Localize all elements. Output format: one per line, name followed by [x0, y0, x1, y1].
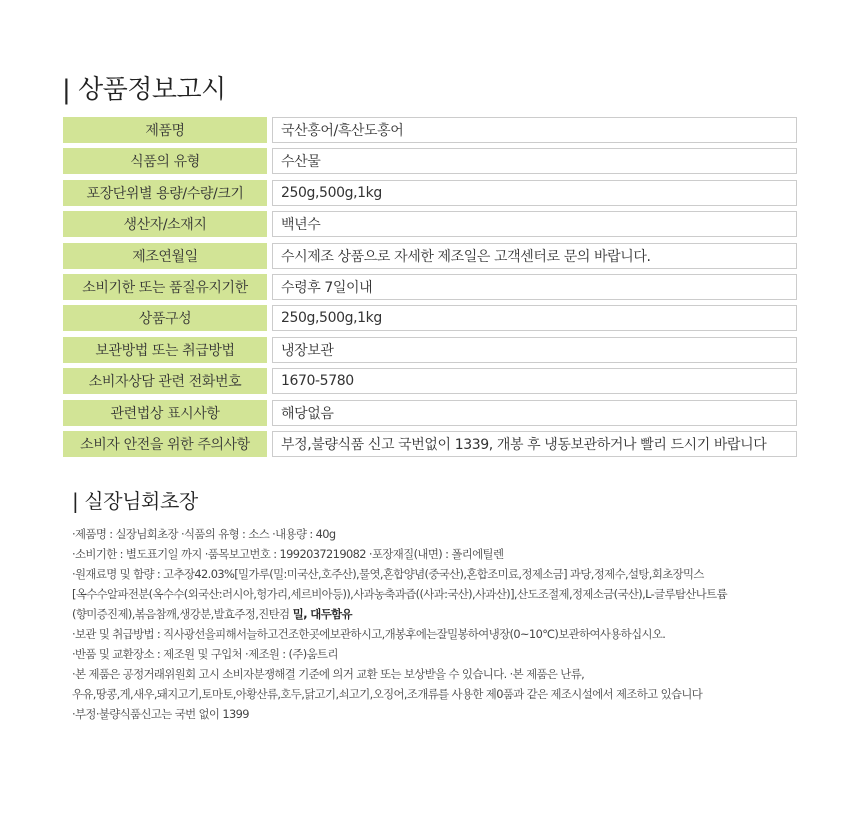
info-value: 부정,불량식품 신고 국번없이 1339, 개봉 후 냉동보관하거나 빨리 드시기 바랍니다 — [272, 431, 797, 457]
info-value: 국산홍어/흑산도홍어 — [272, 117, 797, 143]
info-label: 상품구성 — [63, 305, 267, 331]
detail-line: ·반품 및 교환장소 : 제조원 및 구입처 ·제조원 : (주)움트리 — [72, 647, 338, 661]
info-value: 수시제조 상품으로 자세한 제조일은 고객센터로 문의 바랍니다. — [272, 243, 797, 269]
info-row-storage — [63, 337, 797, 363]
info-row-product-name — [63, 117, 797, 143]
info-value: 250g,500g,1kg — [272, 305, 797, 331]
info-value: 냉장보관 — [272, 337, 797, 363]
detail-line: ·소비기한 : 별도표기일 까지 ·품목보고번호 : 1992037219082 ·포장재질(내면) : 폴리에틸렌 — [72, 547, 504, 561]
allergen-note: 밀, 대두함유 — [289, 607, 352, 621]
info-label: 제품명 — [63, 117, 267, 143]
detail-line: ·제품명 : 실장님회초장 ·식품의 유형 : 소스 ·내용량 : 40g — [72, 527, 336, 541]
info-label: 소비자 안전을 위한 주의사항 — [63, 431, 267, 457]
info-row-food-type — [63, 148, 797, 174]
section-title-product-info: | 상품정보고시 — [62, 75, 226, 105]
info-label: 식품의 유형 — [63, 148, 267, 174]
info-value: 250g,500g,1kg — [272, 180, 797, 206]
detail-line: ·보관 및 취급방법 : 직사광선을피해서늘하고건조한곳에보관하시고,개봉후에는잘밀봉하여냉장(0~10℃)보관하여사용하십시오. — [72, 627, 666, 641]
detail-line-allergen — [72, 604, 792, 624]
detail-line: ·원재료명 및 함량 : 고추장42.03%[밀가루(밀:미국산,호주산),물엿,혼합양념(중국산),혼합조미료,정제소금] 과당,정제수,설탕,회초장믹스 — [72, 567, 704, 581]
info-label: 관련법상 표시사항 — [63, 400, 267, 426]
detail-line: ·본 제품은 공정거래위원회 고시 소비자분쟁해결 기준에 의거 교환 또는 보상받을 수 있습니다. ·본 제품은 난류, — [72, 667, 585, 681]
info-label: 생산자/소재지 — [63, 211, 267, 237]
product-info-table — [63, 117, 797, 462]
info-label: 소비기한 또는 품질유지기한 — [63, 274, 267, 300]
info-row-package-size — [63, 180, 797, 206]
info-row-manufacture-date — [63, 243, 797, 269]
info-label: 소비자상담 관련 전화번호 — [63, 368, 267, 394]
info-row-expiry — [63, 274, 797, 300]
info-value: 백년수 — [272, 211, 797, 237]
detail-line: [옥수수알파전분(옥수수(외국산:러시아,헝가리,세르비아등)),사과농축과즙((사과:국산),사과산)],산도조절제,정제소금(국산),L-글루탐산나트륨 — [72, 587, 727, 601]
info-row-legal-notice — [63, 400, 797, 426]
info-value: 1670-5780 — [272, 368, 797, 394]
info-label: 제조연월일 — [63, 243, 267, 269]
info-row-safety-caution — [63, 431, 797, 457]
info-value: 수령후 7일이내 — [272, 274, 797, 300]
info-row-composition — [63, 305, 797, 331]
detail-line: ·부정·불량식품신고는 국번 없이 1399 — [72, 707, 249, 721]
info-value: 해당없음 — [272, 400, 797, 426]
info-value: 수산물 — [272, 148, 797, 174]
info-label: 보관방법 또는 취급방법 — [63, 337, 267, 363]
info-row-phone — [63, 368, 797, 394]
info-label: 포장단위별 용량/수량/크기 — [63, 180, 267, 206]
section-title-sauce: | 실장님회초장 — [72, 489, 198, 513]
detail-text: (향미증진제),볶음참깨,생강분,발효주정,진탄검 — [72, 607, 290, 621]
detail-line: 우유,땅콩,게,새우,돼지고기,토마토,아황산류,호두,닭고기,쇠고기,오징어,조개류를 사용한 제0품과 같은 제조시설에서 제조하고 있습니다 — [72, 687, 703, 701]
sauce-details — [72, 524, 792, 724]
info-row-producer — [63, 211, 797, 237]
